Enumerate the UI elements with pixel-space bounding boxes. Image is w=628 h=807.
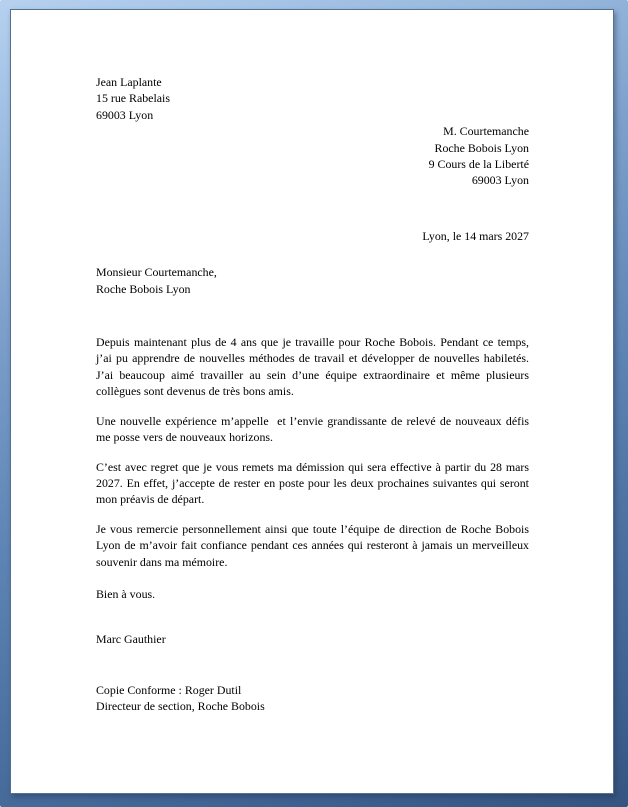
sender-name: Jean Laplante	[96, 75, 162, 89]
recipient-address	[96, 123, 529, 189]
body-paragraph-1: Depuis maintenant plus de 4 ans que je travaille pour Roche Bobois. Pendant ce temps, j’ai pu apprendre de nouvelles méthodes de travail et développer de nouvelles habiletés. J’ai beaucoup aimé travailler au sein d’une équipe extraordinaire et même plusieurs collègues sont devenus de très bons amis.	[96, 335, 532, 399]
carbon-copy	[96, 682, 529, 715]
cc-recipient: Copie Conforme : Roger Dutil	[96, 682, 242, 697]
sender-street: 15 rue Rabelais	[96, 91, 170, 106]
body-paragraph-4: Je vous remercie personnellement ainsi que toute l’équipe de direction de Roche Bobois Lyon de m’avoir fait confiance pendant ces années qui resteront à jamais un merveilleux souvenir dans ma mémoire.	[96, 521, 532, 569]
salutation-name: Monsieur Courtemanche,	[96, 265, 217, 280]
signature-name: Marc Gauthier	[96, 632, 166, 647]
recipient-company: Roche Bobois Lyon	[434, 140, 529, 155]
recipient-city: 69003 Lyon	[471, 173, 529, 188]
letter-page	[10, 9, 614, 794]
date-line: Lyon, le 14 mars 2027	[422, 228, 529, 243]
cc-title: Directeur de section, Roche Bobois	[96, 699, 265, 714]
salutation-company: Roche Bobois Lyon	[96, 281, 191, 296]
sender-address	[96, 74, 529, 123]
recipient-street: 9 Cours de la Liberté	[428, 157, 529, 172]
recipient-name: M. Courtemanche	[443, 124, 529, 139]
body-paragraph-2: Une nouvelle expérience m’appelle et l’envie grandissante de relevé de nouveaux défis me posse vers de nouveaux horizons.	[96, 413, 532, 445]
closing-formula: Bien à vous.	[96, 586, 156, 601]
salutation	[96, 264, 529, 297]
sender-city: 69003 Lyon	[96, 107, 154, 122]
body-paragraph-3: C’est avec regret que je vous remets ma démission qui sera effective à partir du 28 mars 2027. En effet, j’accepte de rester en poste pour les deux prochaines suivantes qui seront mon préavis de départ.	[96, 459, 532, 507]
